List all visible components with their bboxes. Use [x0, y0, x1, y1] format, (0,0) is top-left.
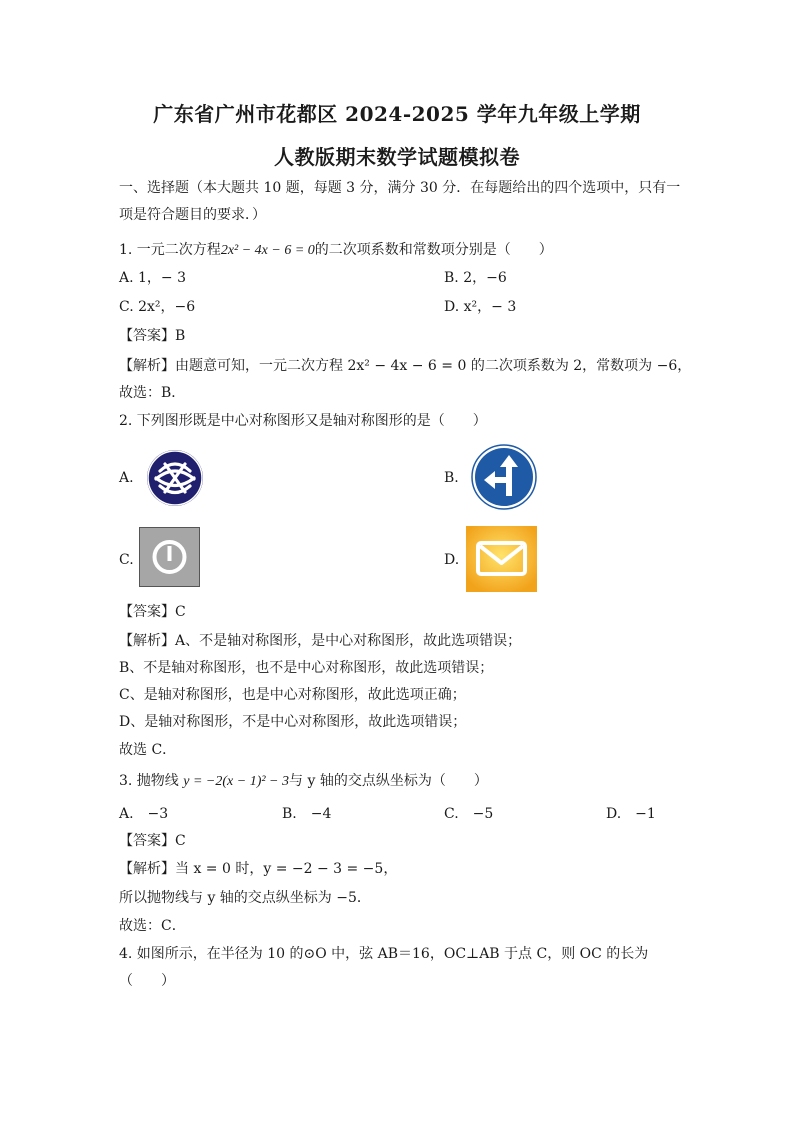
- china-mobile-logo-icon: [146, 449, 204, 511]
- q1-option-b: B. 2，−6: [444, 270, 507, 286]
- q3-stem: [119, 771, 488, 792]
- q3-option-b: B. −4: [282, 806, 332, 822]
- q3-stem-pre: 3. 抛物线: [119, 773, 179, 789]
- q2-analysis-line4: D、是轴对称图形，不是中心对称图形，故此选项错误；: [119, 714, 467, 730]
- q1-analysis-line2: 故选：B．: [119, 385, 186, 401]
- q2-analysis-line1: 【解析】A、不是轴对称图形，是中心对称图形，故此选项错误；: [119, 633, 522, 649]
- q3-option-a: A. −3: [119, 806, 169, 822]
- q4-stem-line1: 4. 如图所示，在半径为 10 的⊙O 中，弦 AB＝16，OC⊥AB 于点 C，则 OC 的长为: [119, 946, 649, 962]
- q1-stem: [119, 240, 553, 261]
- q3-stem-post: 与 y 轴的交点纵坐标为（ ）: [289, 773, 488, 789]
- q2-answer: 【答案】C: [119, 604, 186, 620]
- q1-answer: 【答案】B: [119, 328, 186, 344]
- q2-analysis-line2: B、不是轴对称图形，也不是中心对称图形，故此选项错误；: [119, 660, 494, 676]
- q2-option-c-label: C.: [119, 552, 134, 568]
- page-title-line1: 广东省广州市花都区 2024-2025 学年九年级上学期: [153, 102, 641, 126]
- q3-analysis-line1: 【解析】当 x = 0 时，y = −2 − 3 = −5，: [119, 861, 398, 877]
- q4-stem-line2: （ ）: [119, 973, 175, 989]
- q2-option-a-label: A.: [119, 470, 134, 486]
- section-intro-line2: 项是符合题目的要求．）: [119, 207, 266, 223]
- q3-analysis-line3: 故选：C．: [119, 918, 186, 934]
- q1-analysis-line1: 【解析】由题意可知，一元二次方程 2x² − 4x − 6 = 0 的二次项系数为 2，常数项为 −6，: [119, 358, 692, 374]
- q1-option-a: A. 1，− 3: [119, 270, 187, 286]
- q1-equation: 2x² − 4x − 6 = 0: [220, 243, 315, 258]
- q1-option-d: D. x²，− 3: [444, 299, 517, 315]
- q3-answer: 【答案】C: [119, 833, 186, 849]
- q1-stem-post: 的二次项系数和常数项分别是（ ）: [314, 242, 553, 258]
- q3-option-c: C. −5: [444, 806, 494, 822]
- q2-stem: 2. 下列图形既是中心对称图形又是轴对称图形的是（ ）: [119, 413, 487, 429]
- section-intro-line1: 一、选择题（本大题共 10 题，每题 3 分，满分 30 分．在每题给出的四个选项中，只有一: [119, 180, 681, 196]
- q1-option-c: C. 2x²，−6: [119, 299, 196, 315]
- q3-analysis-line2: 所以抛物线与 y 轴的交点纵坐标为 −5．: [119, 890, 371, 906]
- mail-envelope-icon: [466, 526, 537, 596]
- q2-analysis-line3: C、是轴对称图形，也是中心对称图形，故此选项正确；: [119, 687, 466, 703]
- q3-equation: y = −2(x − 1)² − 3: [183, 774, 290, 789]
- q2-option-b-label: B.: [444, 470, 459, 486]
- q1-stem-pre: 1. 一元二次方程: [119, 242, 221, 258]
- power-button-icon: [139, 527, 200, 591]
- page-title-line2: 人教版期末数学试题模拟卷: [274, 145, 520, 169]
- q2-option-d-label: D.: [444, 552, 460, 568]
- q2-analysis-line5: 故选 C．: [119, 742, 177, 758]
- q3-option-d: D. −1: [606, 806, 656, 822]
- road-sign-arrow-icon: [471, 444, 537, 514]
